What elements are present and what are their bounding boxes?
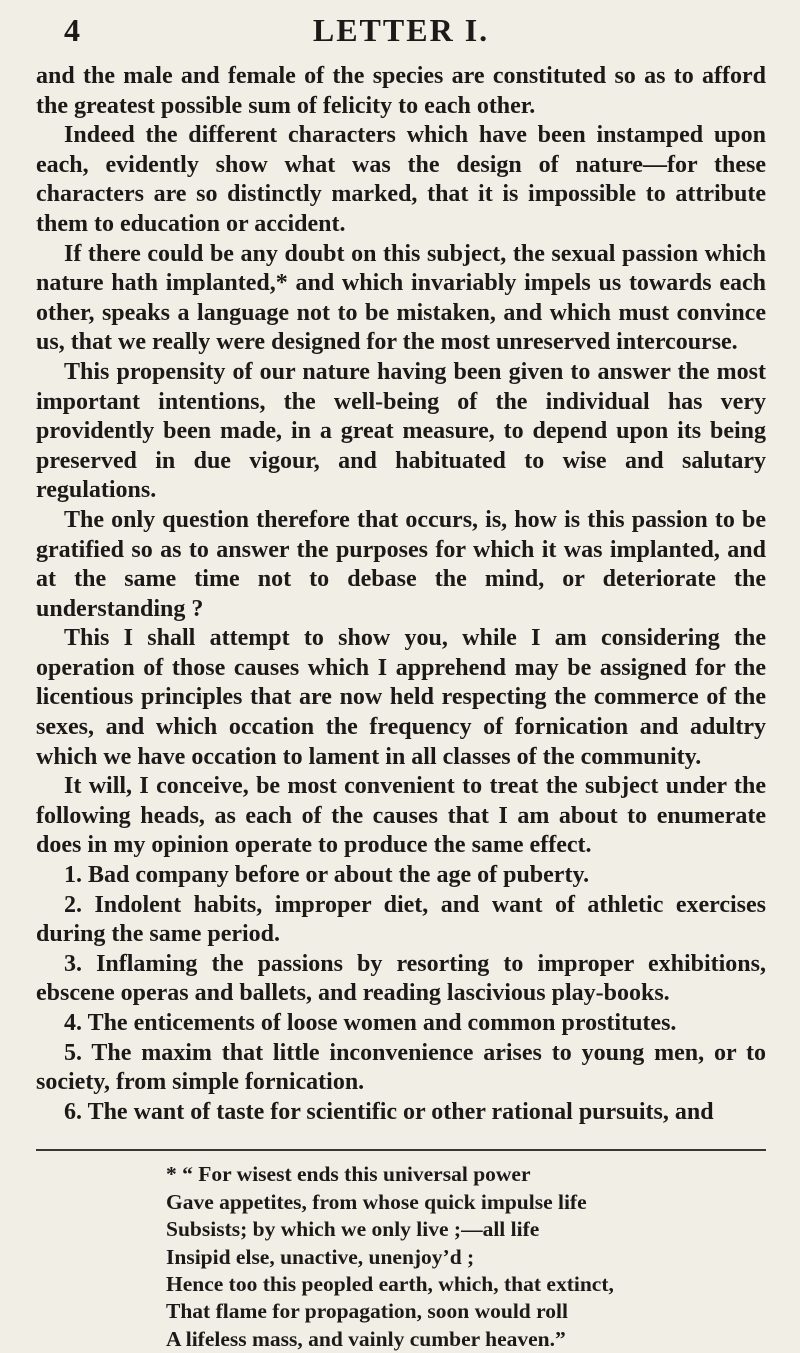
list-item-4: 4. The enticements of loose women and common prostitutes. (64, 1010, 677, 1036)
footnote-line: That flame for propagation, soon would roll (166, 1299, 568, 1324)
list-item-6: 6. The want of taste for scientific or other rational pursuits, and (64, 1098, 714, 1125)
list-item-2: 2. Indolent habits, improper diet, and want of athletic exercises during the same period. (36, 891, 766, 948)
paragraph: This propensity of our nature having been given to answer the most important intentions, the well-being of the individual has very providently been made, in a great measure, to depend upon its being preserved in due vigour, and habituated to wise and salutary regulations. (36, 358, 766, 504)
paragraph: This I shall attempt to show you, while I am considering the operation of those causes which I apprehend may be assigned for the licentious principles that are now held respecting the commerce of the sexes, and which occation the frequency of fornication and adultry which we have occation to lament in all classes of the community. (36, 625, 766, 770)
paragraph: If there could be any doubt on this subject, the sexual passion which nature hath implanted,* and which invariably impels us towards each other, speaks a language not to be mistaken, and which must convince us, that we really were designed for the most unreserved intercourse. (36, 240, 766, 356)
body-text (36, 62, 766, 1127)
footnote-rule (36, 1149, 766, 1151)
page-number: 4 (64, 12, 80, 48)
paragraph: Indeed the different characters which have been instamped upon each, evidently show what was the design of nature—for these characters are so distinctly marked, that it is impossible to attribute them to education or accident. (36, 122, 766, 237)
list-item-3: 3. Inflaming the passions by resorting to improper exhibitions, ebscene operas and ballets, and reading lascivious play-books. (36, 950, 766, 1007)
paragraph-continuation: and the male and female of the species are constituted so as to afford the greatest possible sum of felicity to each other. (36, 63, 766, 119)
footnote-line: Gave appetites, from whose quick impulse life (166, 1189, 587, 1214)
footnote (36, 1161, 766, 1353)
footnote-line: Insipid else, unactive, unenjoy’d ; (166, 1244, 475, 1269)
footnote-line: Subsists; by which we only live ;—all life (166, 1217, 540, 1242)
paragraph: The only question therefore that occurs, is, how is this passion to be gratified so as to answer the purposes for which it was implanted, and at the same time not to debase the mind, or deteriorate the understanding ? (36, 506, 766, 622)
footnote-line: A lifeless mass, and vainly cumber heaven.” (166, 1326, 566, 1351)
running-head: LETTER I. (312, 12, 490, 48)
list-item-1: 1. Bad company before or about the age of puberty. (64, 862, 590, 889)
paragraph: It will, I conceive, be most convenient to treat the subject under the following heads, as each of the causes that I am about to enumerate does in my opinion operate to produce the same effect. (36, 773, 766, 859)
page-header (36, 8, 766, 62)
footnote-line: Hence too this peopled earth, which, that extinct, (166, 1272, 614, 1296)
list-item-5: 5. The maxim that little inconvenience arises to young men, or to society, from simple fornication. (36, 1039, 766, 1096)
footnote-line: * “ For wisest ends this universal power (166, 1162, 531, 1187)
